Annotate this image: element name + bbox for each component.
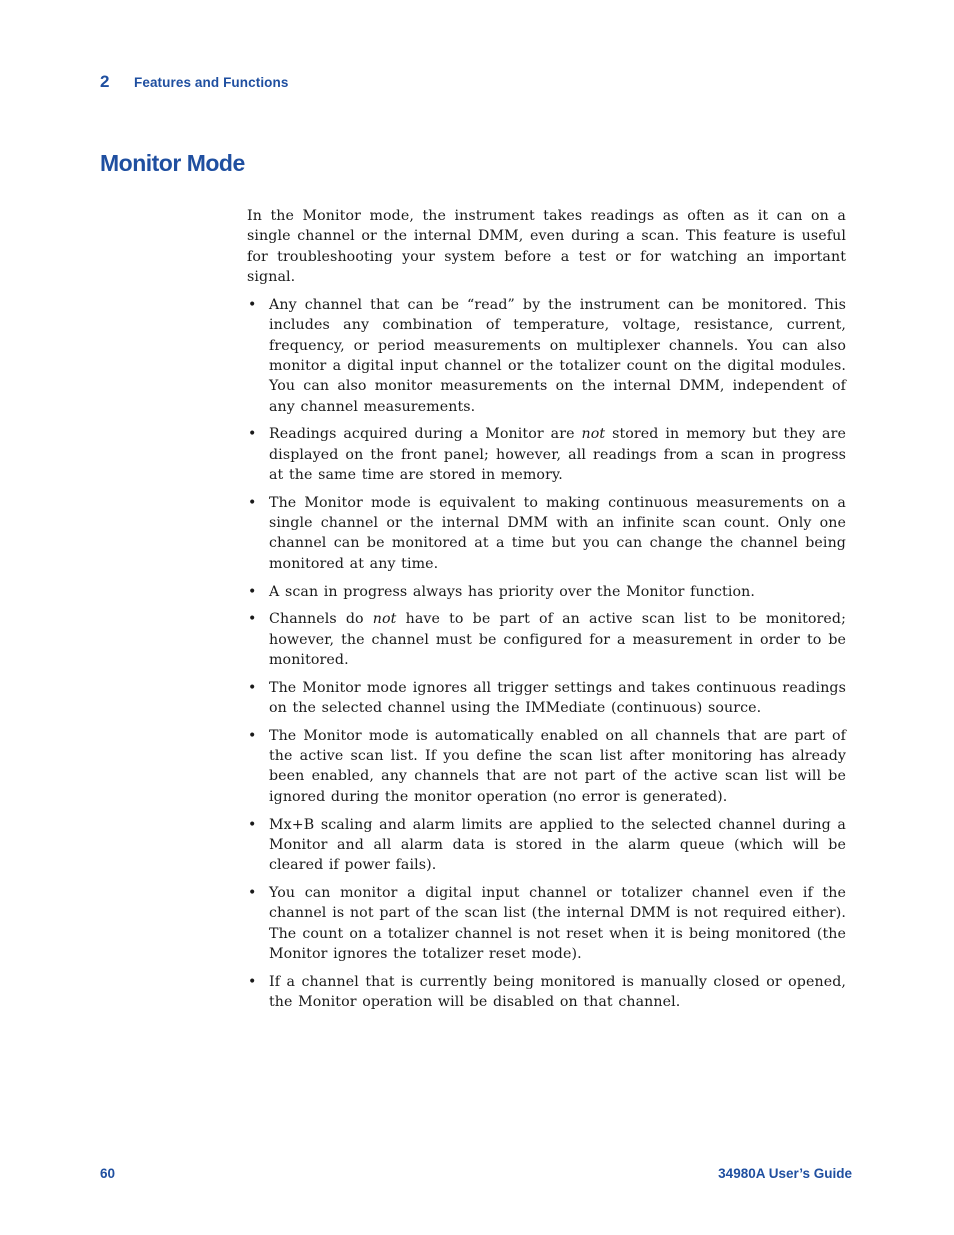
- list-item: • The Monitor mode is equivalent to making continuous measurements on a single channel or the internal DMM with an infinite scan count. Only one channel can be monitored at a time but you can change the channel being monitored at any time.: [248, 494, 846, 572]
- list-item: • If a channel that is currently being monitored is manually closed or opened, the Monitor operation will be disabled on that channel.: [248, 973, 846, 1010]
- running-header: [100, 72, 288, 92]
- list-item: • Readings acquired during a Monitor are not stored in memory but they are displayed on the front panel; however, all readings from a scan in progress at the same time are stored in memory.: [248, 426, 846, 484]
- guide-title: 34980A User’s Guide: [718, 1166, 852, 1181]
- bullet-icon: •: [248, 884, 257, 901]
- list-item: • The Monitor mode ignores all trigger settings and takes continuous readings on the selected channel using the IMMediate (continuous) source.: [248, 679, 846, 717]
- list-item: • Mx+B scaling and alarm limits are applied to the selected channel during a Monitor and all alarm data is stored in the alarm queue (which will be cleared if power fails).: [248, 816, 846, 874]
- page-number: 60: [100, 1166, 116, 1181]
- bullet-icon: •: [248, 727, 257, 744]
- bullet-icon: •: [248, 494, 257, 511]
- bullet-icon: •: [248, 583, 257, 600]
- list-item: • Channels do not have to be part of an active scan list to be monitored; however, the channel must be configured for a measurement in order to be monitored.: [248, 611, 846, 668]
- bullet-icon: •: [248, 611, 257, 628]
- chapter-title: Features and Functions: [134, 75, 289, 90]
- bullet-list: [247, 295, 846, 1012]
- intro-paragraph: In the Monitor mode, the instrument takes readings as often as it can on a single channel or the internal DMM, even during a scan. This feature is useful for troubleshooting your system before a test or for watching an important signal.: [247, 208, 846, 285]
- bullet-icon: •: [248, 297, 257, 314]
- bullet-icon: •: [248, 426, 257, 443]
- bullet-icon: •: [248, 973, 257, 990]
- list-item: • You can monitor a digital input channel or totalizer channel even if the channel is not part of the scan list (the internal DMM is not required either). The count on a totalizer channel is not reset when it is being monitored (the Monitor ignores the totalizer reset mode).: [248, 884, 846, 962]
- chapter-number: 2: [100, 72, 110, 91]
- list-item: • Any channel that can be “read” by the instrument can be monitored. This includes any combination of temperature, voltage, resistance, current, frequency, or period measurements on multiplexer channels. You can also monitor a digital input channel or the totalizer count on the digital modules. You can also monitor measurements on the internal DMM, independent of any channel measurements.: [248, 297, 846, 415]
- list-item: • A scan in progress always has priority over the Monitor function.: [247, 582, 846, 602]
- body-content: [247, 206, 846, 1020]
- bullet-icon: •: [248, 816, 257, 833]
- section-title: Monitor Mode: [100, 150, 245, 176]
- list-item: • The Monitor mode is automatically enabled on all channels that are part of the active scan list. If you define the scan list after monitoring has already been enabled, any channels that are not part of the active scan list will be ignored during the monitor operation (no error is generated).: [248, 727, 846, 805]
- bullet-icon: •: [248, 679, 257, 696]
